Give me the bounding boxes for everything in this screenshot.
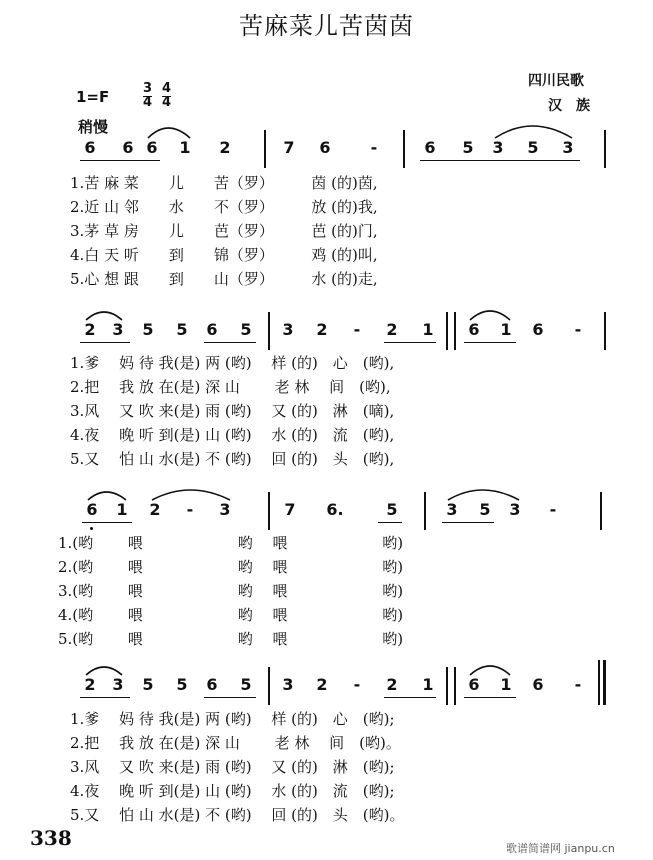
lyric-line: 1.爹 妈 待 我(是) 两 (哟) 样 (的) 心 (哟); [70,710,395,728]
watermark: 歌谱简谱网 jianpu.cn [506,842,615,855]
note: 2 [386,320,398,339]
lyric-line: 1.爹 妈 待 我(是) 两 (哟) 样 (的) 心 (哟), [70,354,395,372]
note: 3 [219,500,231,519]
note: 6 [122,138,134,157]
lyric-line: 4.白 天 听 到 锦（罗） 鸡 (的)叫, [70,246,378,264]
note: 5 [142,320,154,339]
note: 6 [319,138,331,157]
note: 2 [386,675,398,694]
note: 7 [284,500,296,519]
note: 2 [219,138,231,157]
slur [86,312,122,320]
note: - [370,138,378,157]
time-signature-2: $\frac{4}{4}$ [162,81,172,110]
slur [448,490,519,500]
song-origin: 四川民歌 [528,73,584,89]
lyric-line: 5.(哟 喂 哟 喂 哟) [58,630,404,648]
tempo-marking: 稍慢 [78,118,109,136]
lyric-line: 2.把 我 放 在(是) 深 山 老 林 间 (哟)。 [70,734,401,752]
note: 5 [386,500,398,519]
note: 5 [462,138,474,157]
note: 2 [316,320,328,339]
note: 5 [527,138,539,157]
lyric-line: 1.苦 麻 菜 儿 苦（罗） 茵 (的)茵, [70,174,378,192]
note: 2 [84,320,96,339]
note: 2 [84,675,96,694]
note: 6 [424,138,436,157]
note: 6 [86,500,98,519]
note: 5 [479,500,491,519]
lyric-line: 3.茅 草 房 儿 芭（罗） 芭 (的)门, [70,222,378,240]
slur [495,126,572,138]
lyric-line: 1.(哟 喂 哟 喂 哟) [58,534,404,552]
note: 7 [283,138,295,157]
note: 5 [240,675,252,694]
note: - [186,500,194,519]
note: 1 [500,675,512,694]
lyric-line: 2.把 我 放 在(是) 深 山 老 林 间 (哟), [70,378,391,396]
lyric-line: 5.又 怕 山 水(是) 不 (哟) 回 (的) 头 (哟)。 [70,806,405,824]
note: 6 [206,675,218,694]
lyric-line: 5.又 怕 山 水(是) 不 (哟) 回 (的) 头 (哟), [70,450,395,468]
note: 6 [468,320,480,339]
lyric-line: 4.夜 晚 听 到(是) 山 (哟) 水 (的) 流 (哟), [70,426,395,444]
note: 6. [326,500,344,519]
note: 2 [316,675,328,694]
note: 1 [422,675,434,694]
lyric-line: 4.(哟 喂 哟 喂 哟) [58,606,404,624]
note: 1 [116,500,128,519]
note: - [549,500,557,519]
note: 3 [282,320,294,339]
lyric-line: 3.风 又 吹 来(是) 雨 (哟) 又 (的) 淋 (嘀), [70,402,395,420]
note: 5 [176,675,188,694]
note: 1 [500,320,512,339]
note: 3 [282,675,294,694]
note: 3 [112,320,124,339]
slur [152,490,230,500]
note: 3 [492,138,504,157]
note: - [353,320,361,339]
note: - [353,675,361,694]
lyric-line: 2.近 山 邻 水 不（罗） 放 (的)我, [70,198,378,216]
slur [86,667,122,675]
slur [148,128,190,138]
lyric-line: 3.(哟 喂 哟 喂 哟) [58,582,404,600]
key-signature: 1=F [76,88,110,106]
note: 6 [146,138,158,157]
note: 5 [176,320,188,339]
note: 3 [112,675,124,694]
note: 3 [562,138,574,157]
slur [470,311,510,320]
note: 1 [179,138,191,157]
song-title: 苦麻菜儿苦茵茵 [239,12,414,40]
note: 6 [206,320,218,339]
note: 6 [84,138,96,157]
note: 6 [532,675,544,694]
lyric-line: 3.风 又 吹 来(是) 雨 (哟) 又 (的) 淋 (哟); [70,758,395,776]
lyric-line: 4.夜 晚 听 到(是) 山 (哟) 水 (的) 流 (哟); [70,782,395,800]
note: 5 [142,675,154,694]
time-signature-1: $\frac{3}{4}$ [143,81,153,110]
note: - [574,675,582,694]
song-ethnicity: 汉 族 [548,98,590,114]
note: 6 [532,320,544,339]
note: 6 [468,675,480,694]
slur [470,666,510,675]
note: 1 [422,320,434,339]
note: 2 [149,500,161,519]
slur [88,492,126,500]
note: 3 [446,500,458,519]
page-number: 338 [30,826,72,850]
note: 3 [509,500,521,519]
note: 5 [240,320,252,339]
lyric-line: 5.心 想 跟 到 山（罗） 水 (的)走, [70,270,378,288]
lyric-line: 2.(哟 喂 哟 喂 哟) [58,558,404,576]
note: - [574,320,582,339]
